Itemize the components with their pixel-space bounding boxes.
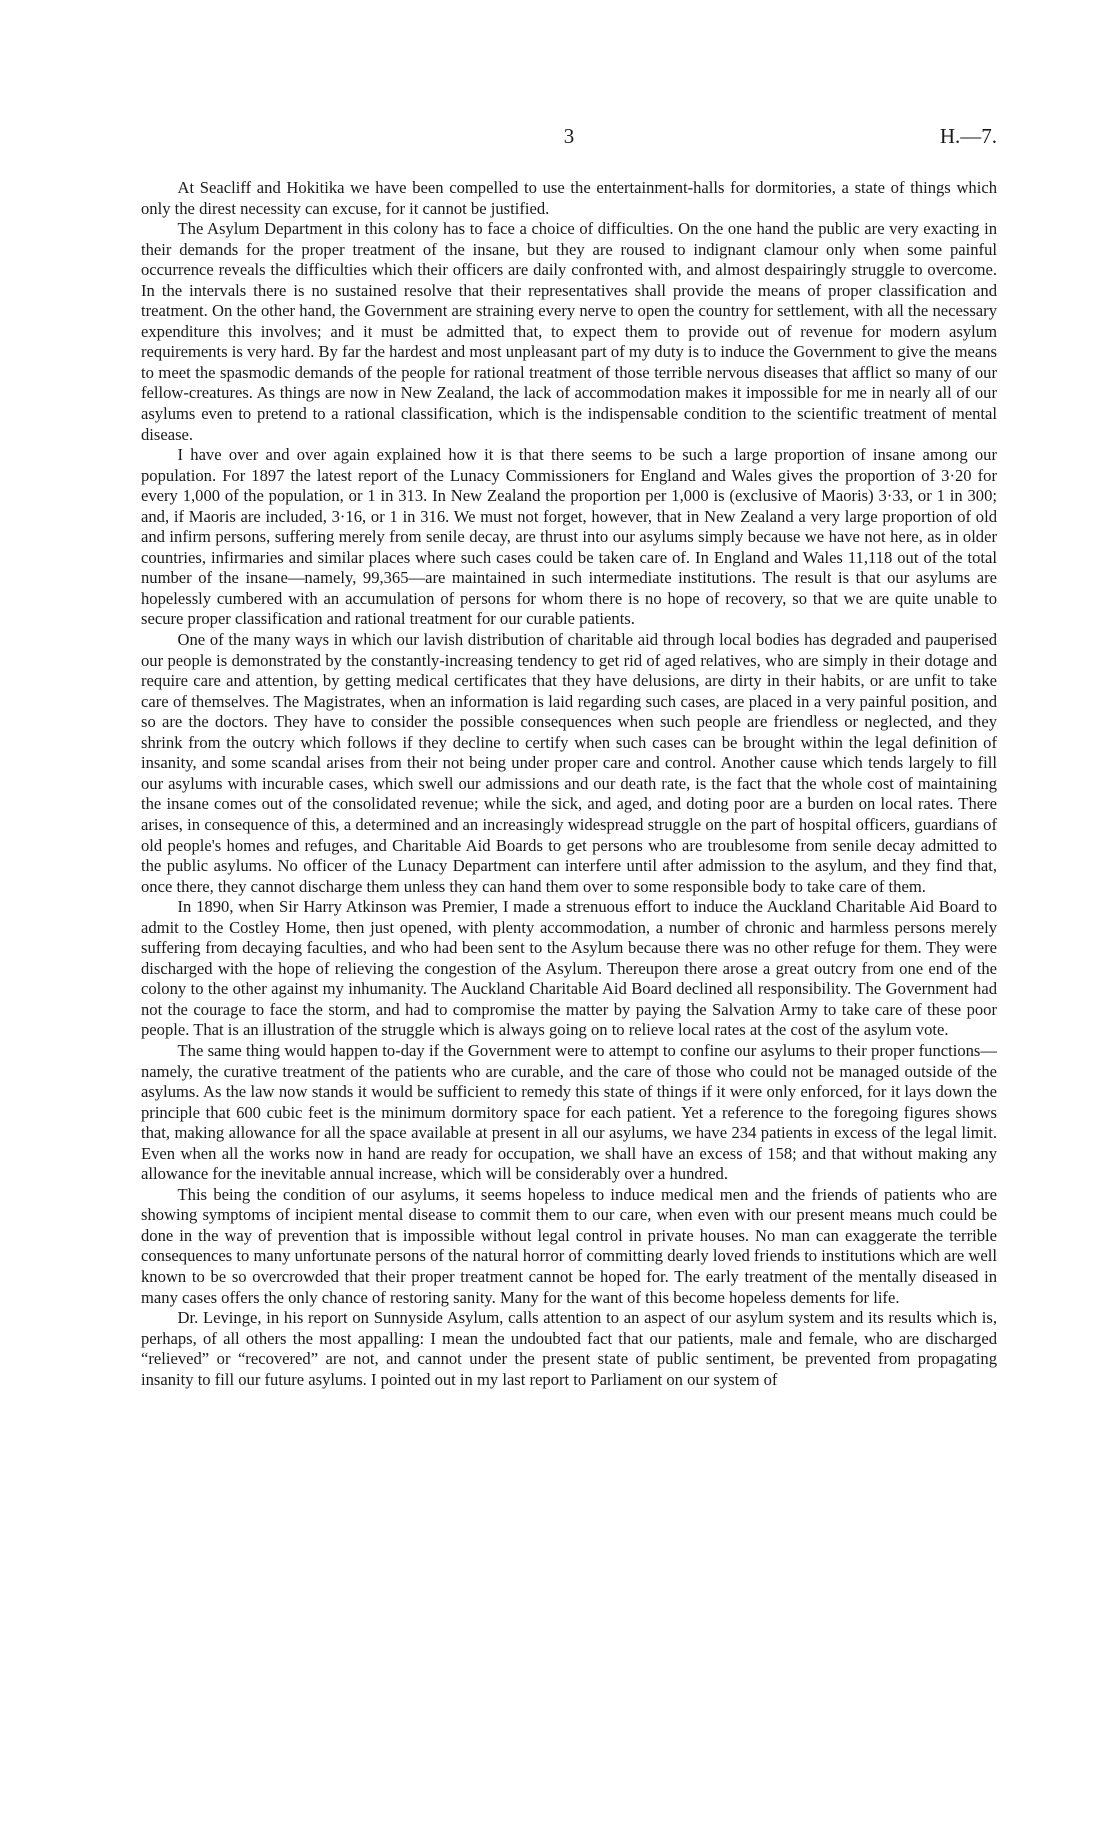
paragraph-choice-of-difficulties: The Asylum Department in this colony has to face a choice of difficulties. On the one hand the public are very exacting in their demands for the proper treatment of the insane, but they are roused to indignant clamour only when some painful occurrence reveals the difficulties which their officers are daily confronted with, and almost despairingly struggle to overcome. In the intervals there is no sustained resolve that their representatives shall provide the means of proper classification and treatment. On the other hand, the Government are straining every nerve to open the country for settlement, with all the necessary expenditure this involves; and it must be admitted that, to expect them to provide out of revenue for modern asylum requirements is very hard. By far the hardest and most unpleasant part of my duty is to induce the Government to give the means to meet the spasmodic demands of the people for rational treatment of those terrible nervous diseases that afflict so many of our fellow-creatures. As things are now in New Zealand, the lack of accommodation makes it impossible for me in nearly all of our asylums even to pretend to a rational classification, which is the indispensable condition to the scientific treatment of mental disease.	[141, 219, 997, 444]
paragraph-proper-functions: The same thing would happen to-day if the Government were to attempt to confine our asylums to their proper functions—namely, the curative treatment of the patients who are curable, and the care of those who could not be managed outside of the asylums. As the law now stands it would be sufficient to remedy this state of things if it were only enforced, for it lays down the principle that 600 cubic feet is the minimum dormitory space for each patient. Yet a reference to the foregoing figures shows that, making allowance for all the space available at present in all our asylums, we have 234 patients in excess of the legal limit. Even when all the works now in hand are ready for occupation, we shall have an excess of 158; and that without making any allowance for the inevitable annual increase, which will be considerably over a hundred.	[141, 1040, 997, 1184]
paragraph-charitable-aid: One of the many ways in which our lavish distribution of charitable aid through local bodies has degraded and pauperised our people is demonstrated by the constantly-increasing tendency to get rid of aged relatives, who are simply in their dotage and require care and attention, by getting medical certificates that they have delusions, are dirty in their habits, or are unfit to take care of themselves. The Magistrates, when an information is laid regarding such cases, are placed in a very painful position, and so are the doctors. They have to consider the possible consequences when such people are friendless or neglected, and they shrink from the outcry which follows if they decline to certify when such cases can be brought within the legal definition of insanity, and some scandal arises from their not being under proper care and control. Another cause which tends largely to fill our asylums with incurable cases, which swell our admissions and our death rate, is the fact that the whole cost of maintaining the insane comes out of the consolidated revenue; while the sick, and aged, and doting poor are a burden on local rates. There arises, in consequence of this, a determined and an increasingly widespread struggle on the part of hospital officers, guardians of old people's homes and refuges, and Charitable Aid Boards to get persons who are troublesome from senile decay admitted to the public asylums. No officer of the Lunacy Department can interfere until after admission to the asylum, and they find that, once there, they cannot discharge them unless they can hand them over to some responsible body to take care of them.	[141, 630, 997, 896]
paragraph-proportion-of-insane: I have over and over again explained how it is that there seems to be such a large proportion of insane among our population. For 1897 the latest report of the Lunacy Commissioners for England and Wales gives the proportion of 3·20 for every 1,000 of the population, or 1 in 313. In New Zealand the proportion per 1,000 is (exclusive of Maoris) 3·33, or 1 in 300; and, if Maoris are included, 3·16, or 1 in 316. We must not forget, however, that in New Zealand a very large proportion of old and infirm persons, suffering merely from senile decay, are thrust into our asylums simply because we have not here, as in older countries, infirmaries and similar places where such cases could be taken care of. In England and Wales 11,118 out of the total number of the insane—namely, 99,365—are maintained in such intermediate institutions. The result is that our asylums are hopelessly cumbered with an accumulation of persons for whom there is no hope of recovery, so that we are quite unable to secure proper classification and rational treatment for our curable patients.	[141, 445, 997, 629]
paragraph-costley-home: In 1890, when Sir Harry Atkinson was Premier, I made a strenuous effort to induce the Auckland Charitable Aid Board to admit to the Costley Home, then just opened, with plenty accommodation, a number of chronic and harmless persons merely suffering from decaying faculties, and who had been sent to the Asylum because there was no other refuge for them. They were discharged with the hope of relieving the congestion of the Asylum. Thereupon there arose a great outcry from one end of the colony to the other against my inhumanity. The Auckland Charitable Aid Board declined all responsibility. The Government had not the courage to face the storm, and had to compromise the matter by paying the Salvation Army to take care of these poor people. That is an illustration of the struggle which is always going on to relieve local rates at the cost of the asylum vote.	[141, 897, 997, 1040]
document-page	[141, 0, 997, 1836]
document-reference: H.—7.	[939, 124, 997, 148]
paragraph-dr-levinge: Dr. Levinge, in his report on Sunnyside Asylum, calls attention to an aspect of our asylum system and its results which is, perhaps, of all others the most appalling: I mean the undoubted fact that our patients, male and female, who are discharged “relieved” or “recovered” are not, and cannot under the present state of public sentiment, be prevented from propagating insanity to fill our future asylums. I pointed out in my last report to Parliament on our system of	[141, 1308, 997, 1389]
page-number: 3	[563, 124, 575, 148]
body-text	[141, 178, 997, 1390]
paragraph-condition-of-asylums: This being the condition of our asylums, it seems hopeless to induce medical men and the friends of patients who are showing symptoms of incipient mental disease to commit them to our care, when even with our present means much could be done in the way of prevention that is impossible without legal control in private houses. No man can exaggerate the terrible consequences to many unfortunate persons of the natural horror of committing dearly loved friends to institutions which are well known to be so overcrowded that their proper treatment cannot be hoped for. The early treatment of the mentally diseased in many cases offers the only chance of restoring sanity. Many for the want of this become hopeless dements for life.	[141, 1184, 997, 1307]
page-header	[141, 124, 997, 154]
paragraph-entertainment-halls: At Seacliff and Hokitika we have been compelled to use the entertainment-halls for dormitories, a state of things which only the direst necessity can excuse, for it cannot be justified.	[141, 178, 997, 218]
